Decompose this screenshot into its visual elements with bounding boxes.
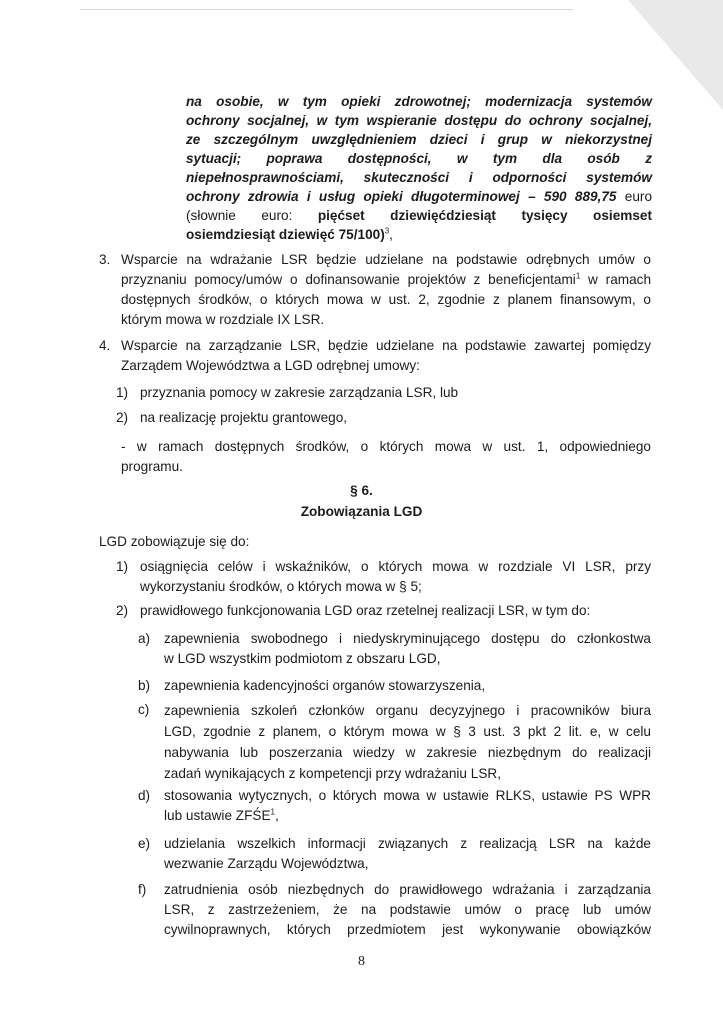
text-line	[164, 806, 651, 826]
text-part: przyznaniu pomocy/umów o dofinansowanie projektów z beneficjentami	[121, 272, 576, 287]
text-line: którym mowa w rozdziale IX LSR.	[121, 312, 325, 327]
obligation-1	[140, 557, 651, 597]
punct: ,	[389, 227, 393, 242]
text-line: cywilnoprawnych, których przedmiotem jest wykonywanie obowiązków	[164, 922, 651, 937]
obligation-c	[164, 700, 651, 784]
text-line	[121, 270, 651, 290]
text-line: stosowania wytycznych, o których mowa w ustawie RLKS, ustawie PS WPR	[164, 788, 651, 803]
obligation-d	[164, 786, 651, 826]
obligation-e	[164, 834, 651, 874]
text-line: LSR, z zastrzeżeniem, że na podstawie umów o pracę lub umów	[164, 902, 651, 917]
section-number: § 6.	[350, 483, 373, 498]
text-line: udzielania wszelkich informacji związanych z realizacją LSR na każde	[164, 836, 651, 851]
intro-line: ochrony socjalnej, w tym wspieranie dostępu do ochrony socjalnej,	[186, 113, 652, 128]
text-line: Wsparcie na zarządzanie LSR, będzie udzielane na podstawie zawartej pomiędzy	[121, 338, 651, 353]
footnote-ref: 3	[384, 226, 390, 236]
intro-paragraph	[186, 92, 652, 244]
paragraph-number: 3.	[99, 252, 111, 267]
text-line: dostępnych środków, o których mowa w ust. 2, zgodnie z planem finansowym, o	[121, 292, 651, 307]
intro-line: na osobie, w tym opieki zdrowotnej; modernizacja systemów	[186, 94, 652, 109]
text-line: zadań wynikających z kompetencji przy wdrażaniu LSR,	[164, 766, 501, 781]
sublist-letter: b)	[138, 678, 151, 693]
intro-line: niepełnosprawnościami, skuteczności i odporności systemów	[186, 170, 652, 185]
text-line: wykorzystaniu środków, o których mowa w § 5;	[140, 579, 422, 594]
list-number: 2)	[116, 410, 129, 425]
text-part: ,	[274, 808, 279, 823]
list-number: 1)	[116, 385, 129, 400]
amount-text: ochrony zdrowia i usług opieki długoterminowej – 590 889,75	[186, 189, 617, 204]
footnote-ref: 1	[575, 271, 581, 281]
text-line: - w ramach dostępnych środków, o których mowa w ust. 1, odpowiedniego	[121, 439, 651, 454]
sublist-letter: e)	[138, 836, 151, 851]
obligation-f	[164, 880, 651, 940]
text-line: programu.	[121, 459, 183, 474]
section-title: Zobowiązania LGD	[300, 504, 423, 519]
page-number: 8	[358, 954, 365, 969]
amount-words: pięćset dziewięćdziesiąt tysięcy osiemset	[317, 208, 652, 223]
list-item: na realizację projektu grantowego,	[140, 410, 348, 425]
text-line: osiągnięcia celów i wskaźników, o których mowa w rozdziale VI LSR, przy	[140, 559, 651, 574]
paragraph-3	[121, 250, 651, 330]
list-number: 1)	[116, 559, 129, 574]
text-line: LGD, zgodnie z planem, o którym mowa w § 3 ust. 3 pkt 2 lit. e, w celu	[164, 724, 651, 739]
text-line: zapewnienia szkoleń członków organu decyzyjnego i pracowników biura	[164, 703, 651, 718]
paragraph-number: 4.	[99, 338, 111, 353]
text-line: zatrudnienia osób niezbędnych do prawidłowego wdrażania i zarządzania	[164, 882, 651, 897]
obligation-a	[164, 629, 651, 669]
paragraph-4	[121, 336, 651, 376]
currency-text: euro	[616, 189, 653, 204]
intro-line-words	[186, 206, 652, 225]
lead-text: LGD zobowiązuje się do:	[99, 534, 250, 549]
intro-line: ze szczególnym uwzględnieniem dzieci i grup w niekorzystnej	[186, 132, 652, 147]
text-line: Zarządem Województwa a LGD odrębnej umowy:	[121, 358, 420, 373]
scan-edge-line	[80, 9, 573, 10]
obligation-b: zapewnienia kadencyjności organów stowarzyszenia,	[164, 678, 486, 693]
sublist-letter: a)	[138, 631, 151, 646]
text-part: w ramach	[580, 272, 651, 287]
list-item: przyznania pomocy w zakresie zarządzania LSR, lub	[140, 385, 459, 400]
words-label: (słownie euro:	[186, 208, 318, 223]
list-number: 2)	[116, 603, 129, 618]
text-line: Wsparcie na wdrażanie LSR będzie udzielane na podstawie odrębnych umów o	[121, 252, 651, 267]
intro-line-amount	[186, 187, 652, 206]
sublist-letter: d)	[138, 788, 151, 803]
intro-line-words-end	[186, 225, 652, 244]
intro-line: sytuacji; poprawa dostępności, w tym dla osób z	[186, 151, 652, 166]
text-line: nabywania lub poszerzania wiedzy w zakresie niezbędnym do realizacji	[164, 745, 651, 760]
paragraph-4-tail	[121, 437, 651, 477]
sublist-letter: c)	[138, 702, 150, 717]
text-line: w LGD wszystkim podmiotom z obszaru LGD,	[164, 651, 441, 666]
amount-words-end: osiemdziesiąt dziewięć 75/100)	[186, 227, 385, 242]
text-line: wezwanie Zarządu Województwa,	[164, 856, 369, 871]
text-part: lub ustawie ZFŚE	[164, 808, 271, 823]
footnote-ref: 1	[270, 807, 275, 817]
obligation-2: prawidłowego funkcjonowania LGD oraz rzetelnej realizacji LSR, w tym do:	[140, 603, 591, 618]
sublist-letter: f)	[138, 882, 147, 897]
text-line: zapewnienia swobodnego i niedyskryminującego dostępu do członkostwa	[164, 631, 651, 646]
